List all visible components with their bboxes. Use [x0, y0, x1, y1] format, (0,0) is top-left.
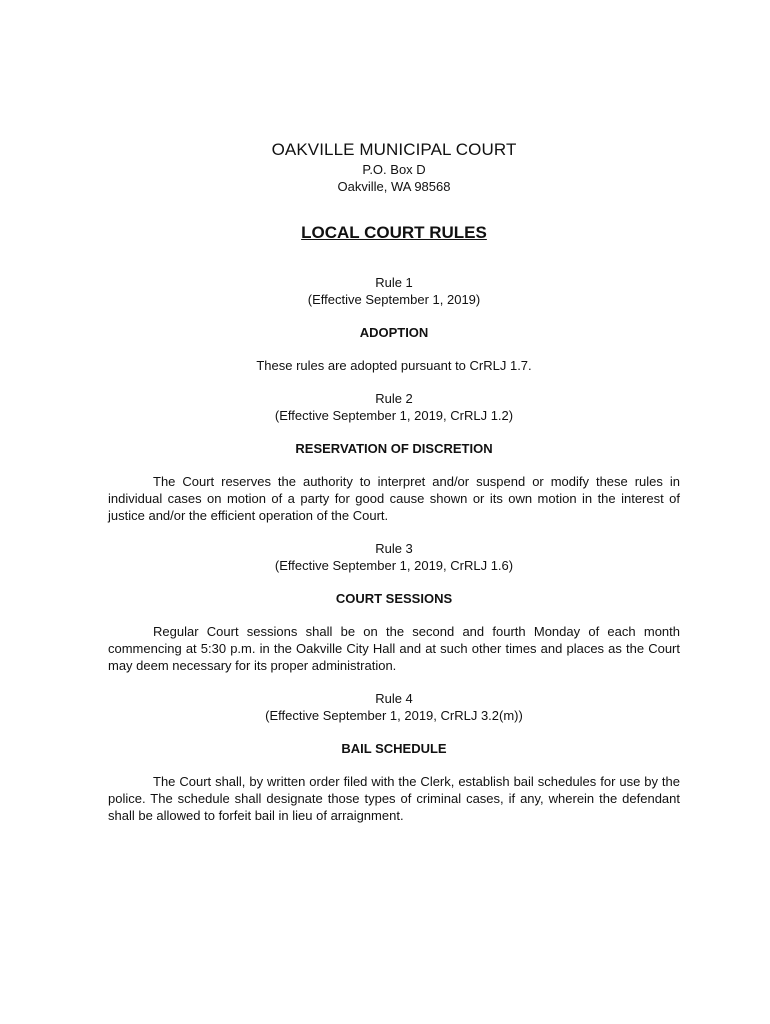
- rule-1-effective: (Effective September 1, 2019): [307, 292, 481, 307]
- rule-2-effective: (Effective September 1, 2019, CrRLJ 1.2): [274, 408, 514, 423]
- document-title: LOCAL COURT RULES: [301, 223, 487, 242]
- rule-3-body: Regular Court sessions shall be on the second and fourth Monday of each month commencing at 5:30 p.m. in the Oakville City Hall and at such other times and places as the Court may deem necessary for its proper administration.: [108, 624, 680, 673]
- rule-2-heading: RESERVATION OF DISCRETION: [295, 441, 493, 456]
- rule-3-label: Rule 3: [375, 541, 413, 556]
- rule-1-body: These rules are adopted pursuant to CrRLJ 1.7.: [256, 358, 532, 373]
- rule-3-effective: (Effective September 1, 2019, CrRLJ 1.6): [274, 558, 514, 573]
- address-line-1: P.O. Box D: [362, 162, 426, 177]
- court-name: OAKVILLE MUNICIPAL COURT: [271, 140, 517, 159]
- rule-4-label: Rule 4: [375, 691, 413, 706]
- address-line-2: Oakville, WA 98568: [337, 179, 451, 194]
- rule-4-body: The Court shall, by written order filed with the Clerk, establish bail schedules for use by the police. The schedule shall designate those types of criminal cases, if any, wherein the defendant shall be allowed to forfeit bail in lieu of arraignment.: [108, 774, 680, 823]
- rule-2-body: The Court reserves the authority to interpret and/or suspend or modify these rules in individual cases on motion of a party for good cause shown or its own motion in the interest of justice and/or the efficient operation of the Court.: [108, 474, 680, 523]
- document-content: [108, 139, 680, 824]
- rule-4-heading: BAIL SCHEDULE: [341, 741, 447, 756]
- rule-1-label: Rule 1: [375, 275, 413, 290]
- rule-4-effective: (Effective September 1, 2019, CrRLJ 3.2(m)): [265, 708, 523, 723]
- rule-2-label: Rule 2: [375, 391, 413, 406]
- rule-3-heading: COURT SESSIONS: [335, 591, 453, 606]
- rule-1-heading: ADOPTION: [359, 325, 429, 340]
